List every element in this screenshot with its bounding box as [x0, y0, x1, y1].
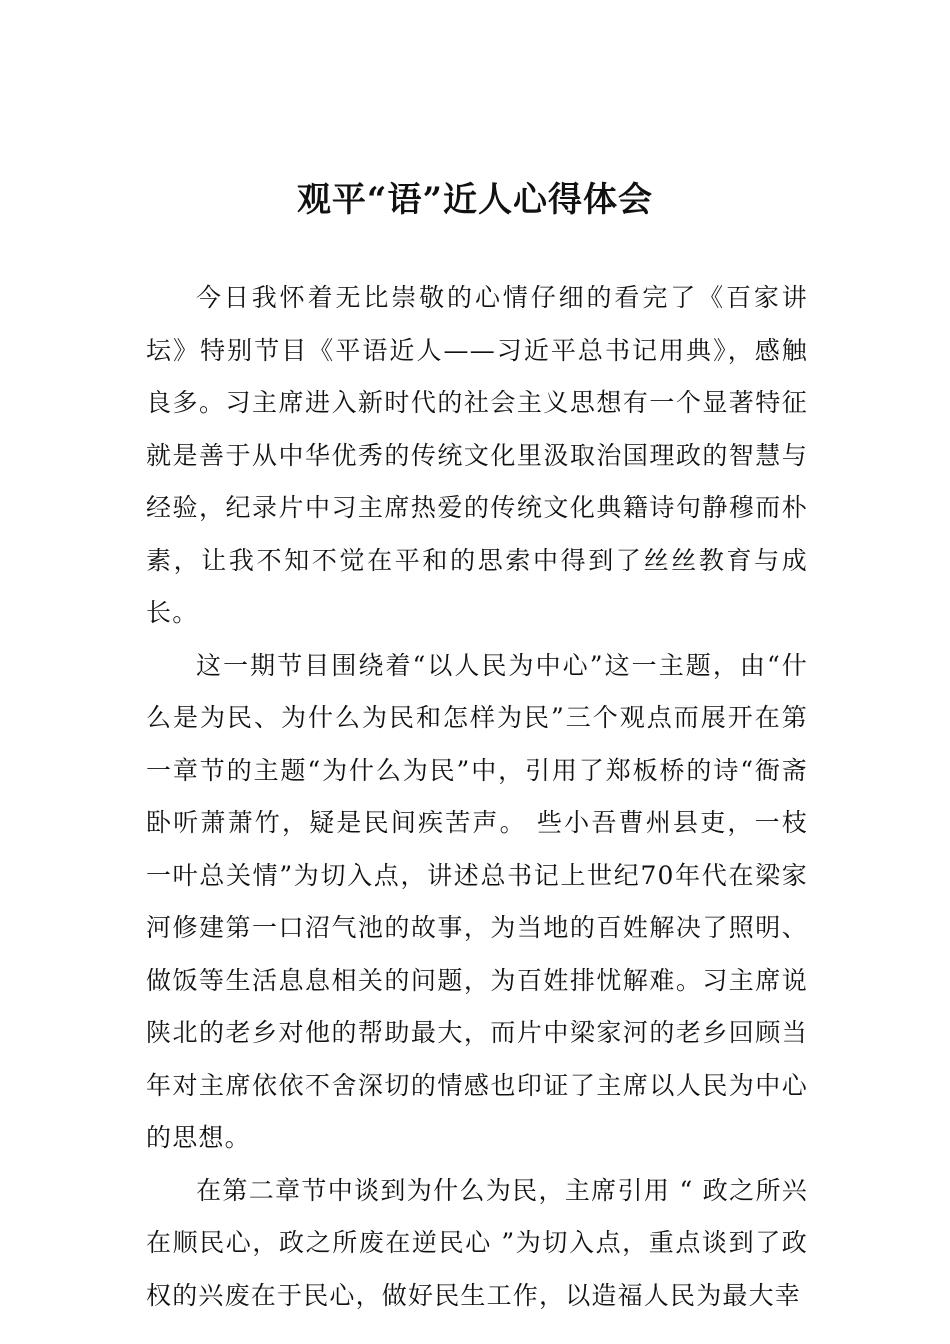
document-title: 观平“语”近人心得体会	[296, 180, 654, 220]
paragraph-1: 今日我怀着无比崇敬的心情仔细的看完了《百家讲坛》特别节目《平语近人——习近平总书记用典》，感触良多。习主席进入新时代的社会主义思想有一个显著特征就是善于从中华优秀的传统文化里汲取治国理政的智慧与经验，纪录片中习主席热爱的传统文化典籍诗句静穆而朴素，让我不知不觉在平和的思索中得到了丝丝教育与成长。	[146, 283, 808, 627]
paragraph-2: 这一期节目围绕着“以人民为中心”这一主题，由“什么是为民、为什么为民和怎样为民”三个观点而展开在第一章节的主题“为什么为民”中，引用了郑板桥的诗“衙斋卧听萧萧竹，疑是民间疾苦声。 些小吾曹州县吏，一枝一叶总关情”为切入点，讲述总书记上世纪70年代在梁家河修建第一口沼气池的故事，为当地的百姓解决了照明、做饭等生活息息相关的问题，为百姓排忧解难。习主席说陕北的老乡对他的帮助最大，而片中梁家河的老乡回顾当年对主席依依不舍深切的情感也印证了主席以人民为中心的思想。	[146, 650, 808, 1152]
paragraph-3: 在第二章节中谈到为什么为民，主席引用 “ 政之所兴在顺民心，政之所废在逆民心 ”为切入点，重点谈到了政权的兴废在于民心，做好民生工作，以造福人民为最大幸	[146, 1175, 808, 1310]
document-body	[146, 272, 808, 1322]
